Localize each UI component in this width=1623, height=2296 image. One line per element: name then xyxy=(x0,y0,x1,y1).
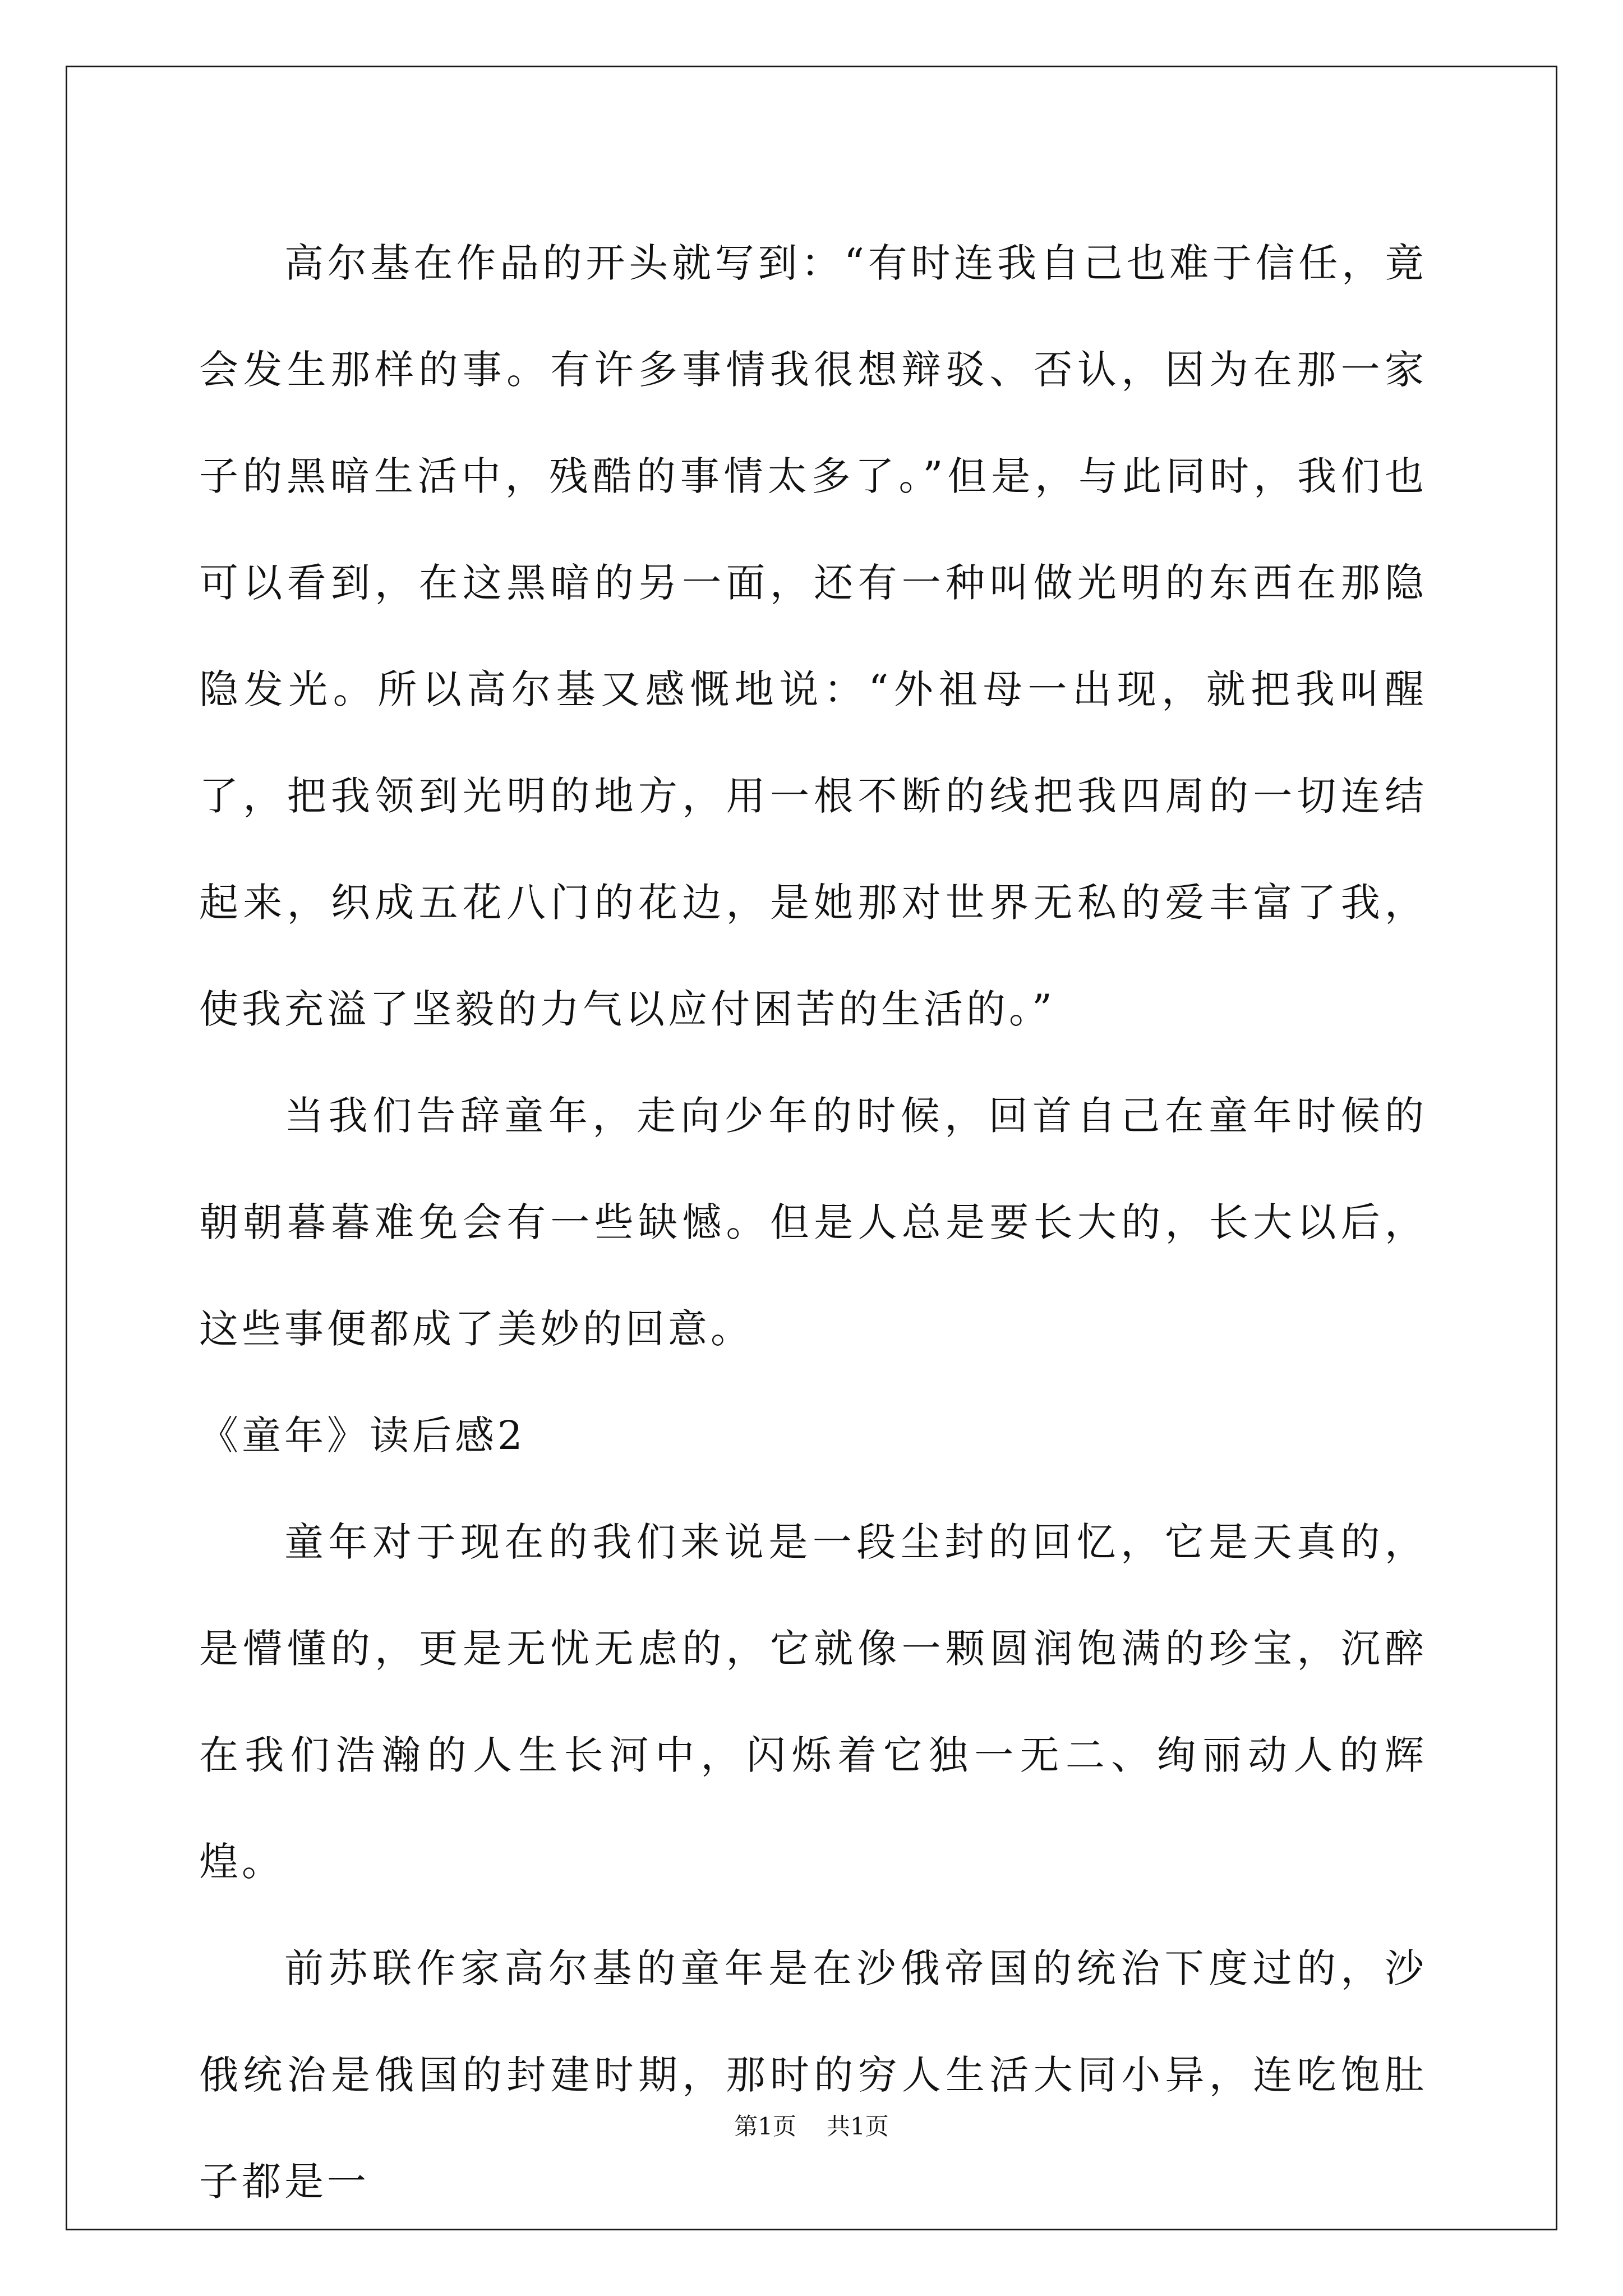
page-number-current: 第1页 xyxy=(734,2113,796,2140)
paragraph-4: 前苏联作家高尔基的童年是在沙俄帝国的统治下度过的，沙俄统治是俄国的封建时期，那时的穷人生活大同小异，连吃饱肚子都是一 xyxy=(199,1945,1427,2205)
page-number-total: 共1页 xyxy=(827,2113,889,2140)
section-heading: 《童年》读后感2 xyxy=(199,1412,526,1458)
paragraph-3: 童年对于现在的我们来说是一段尘封的回忆，它是天真的，是懵懂的，更是无忧无虑的，它就像一颗圆润饱满的珍宝，沉醉在我们浩瀚的人生长河中，闪烁着它独一无二、绚丽动人的辉煌。 xyxy=(199,1519,1427,1885)
page-footer xyxy=(0,2108,1623,2142)
paragraph-2: 当我们告辞童年，走向少年的时候，回首自己在童年时候的朝朝暮暮难免会有一些缺憾。但是人总是要长大的，长大以后，这些事便都成了美妙的回意。 xyxy=(199,1093,1427,1352)
document-body xyxy=(199,210,1427,2235)
paragraph-1: 高尔基在作品的开头就写到：“有时连我自己也难于信任，竟会发生那样的事。有许多事情我很想辩驳、否认，因为在那一家子的黑暗生活中，残酷的事情太多了。”但是，与此同时，我们也可以看到，在这黑暗的另一面，还有一种叫做光明的东西在那隐隐发光。所以高尔基又感慨地说：“外祖母一出现，就把我叫醒了，把我领到光明的地方，用一根不断的线把我四周的一切连结起来，织成五花八门的花边，是她那对世界无私的爱丰富了我，使我充溢了坚毅的力气以应付困苦的生活的。” xyxy=(199,240,1427,1032)
